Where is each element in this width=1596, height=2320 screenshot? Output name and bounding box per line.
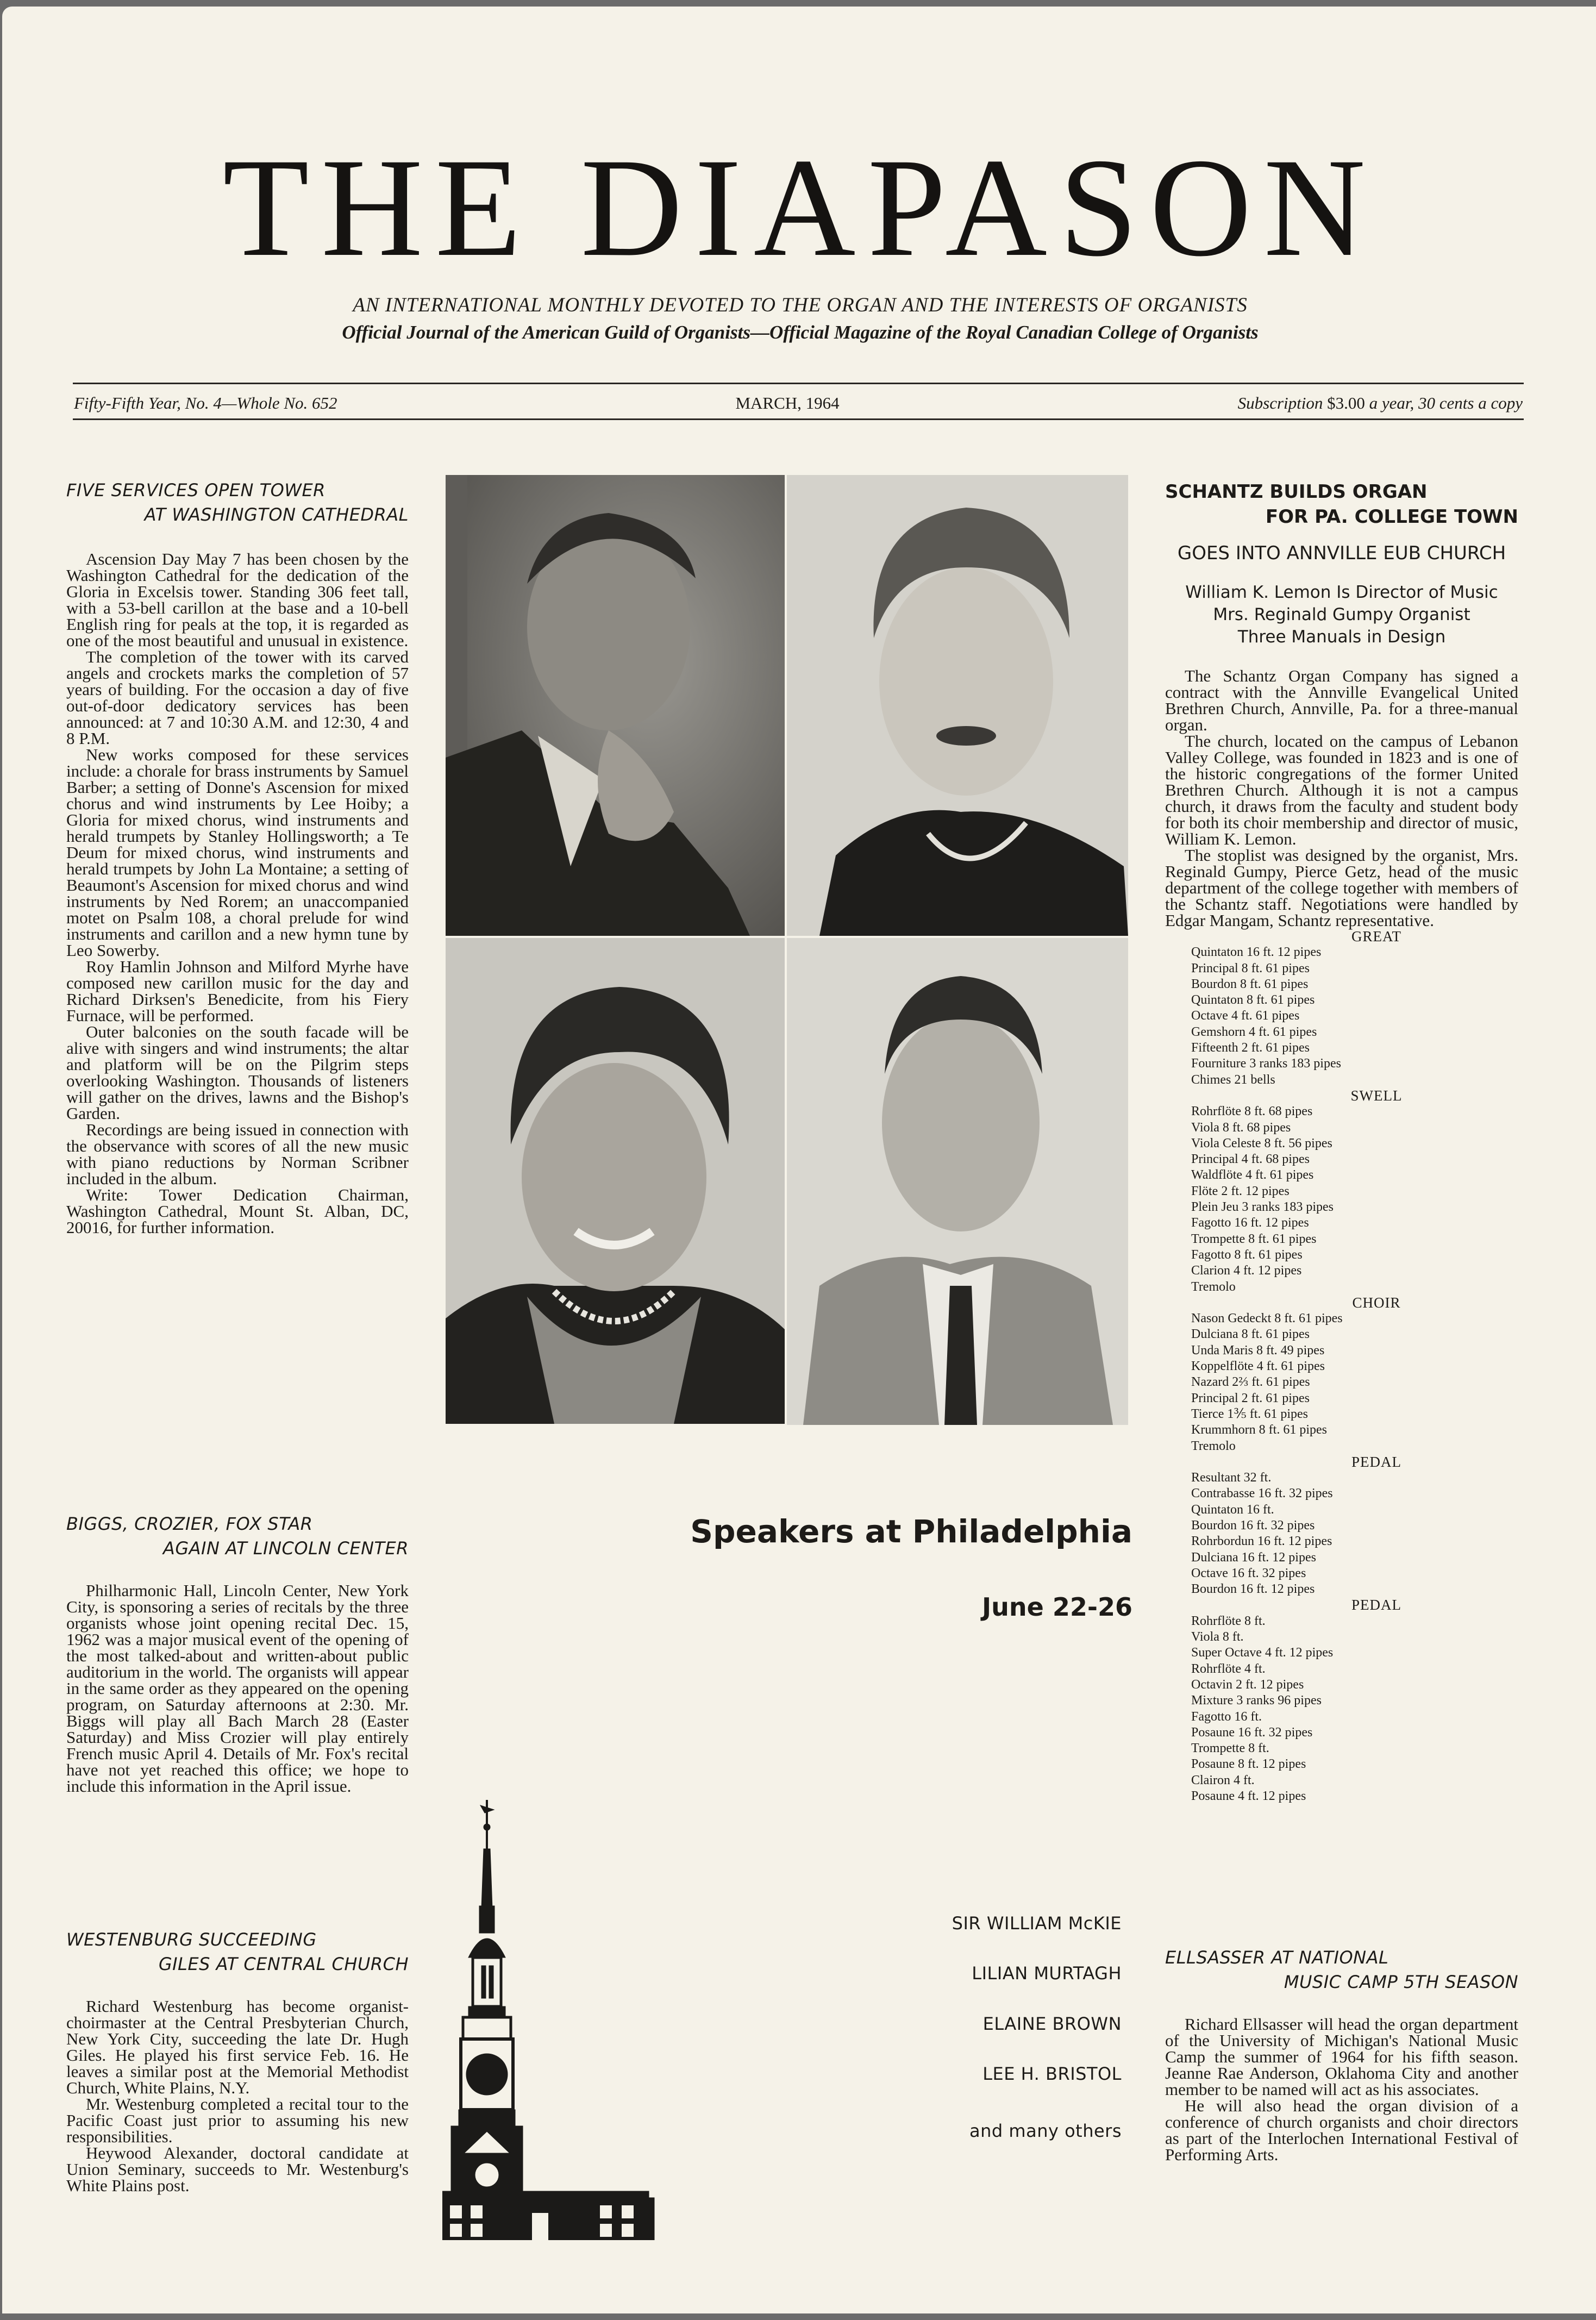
- paragraph: Roy Hamlin Johnson and Milford Myrhe have composed new carillon music for the day and Richard Dirksen's Benedicite, from his Fiery Furnace, will be performed.: [66, 957, 409, 1025]
- portrait-man-hand-on-chin-icon: [446, 475, 785, 936]
- stoplist-stop: Quintaton 16 ft. 12 pipes: [1191, 945, 1322, 960]
- paragraph: Philharmonic Hall, Lincoln Center, New York City, is sponsoring a series of recitals by the three organists whose joint opening recital Dec. 15, 1962 was a major musical event of the opening of the most talked-about and written-about public auditorium in the world. The organists will appear in the same order as they appeared on the opening program, on Saturday afternoons at 2:30. Mr. Biggs will play all Bach March 28 (Easter Saturday) and Miss Crozier will play entirely French music April 4. Details of Mr. Fox's recital have not yet reached this office; we hope to include this information in the April issue.: [66, 1581, 409, 1796]
- paragraph: Heywood Alexander, doctoral candidate at Union Seminary, succeeds to Mr. Westenburg's White Plains post.: [66, 2143, 409, 2195]
- paragraph: The church, located on the campus of Lebanon Valley College, was founded in 1823 and is one of the historic congregations of the former United Brethren Church. Although it is not a campus church, it draws from the faculty and student body for both its choir membership and director of music, William K. Lemon.: [1165, 731, 1518, 848]
- headline-line: BIGGS, CROZIER, FOX STAR: [66, 1514, 313, 1534]
- stoplist-stop: Trompette 8 ft.: [1191, 1741, 1269, 1756]
- stoplist-stop: Fagotto 8 ft. 61 pipes: [1191, 1247, 1303, 1262]
- stoplist-stop: Trompette 8 ft. 61 pipes: [1191, 1231, 1317, 1246]
- stoplist-stop: Nazard 2⅔ ft. 61 pipes: [1191, 1375, 1310, 1390]
- speaker-name: LILIAN MURTAGH: [972, 1963, 1122, 1984]
- stoplist-stop: Quintaton 8 ft. 61 pipes: [1191, 993, 1315, 1008]
- subscription-rest: a year, 30 cents a copy: [1369, 393, 1523, 412]
- headline-line: AGAIN AT LINCOLN CENTER: [162, 1538, 409, 1559]
- stoplist-stop: Unda Maris 8 ft. 49 pipes: [1191, 1343, 1325, 1358]
- paragraph: Mr. Westenburg completed a recital tour to the Pacific Coast just prior to assuming his new responsibilities.: [66, 2094, 409, 2146]
- stoplist-stop: Viola 8 ft. 68 pipes: [1191, 1120, 1291, 1135]
- headline-line: ELLSASSER AT NATIONAL: [1165, 1947, 1389, 1968]
- stoplist-stop: Posaune 8 ft. 12 pipes: [1191, 1757, 1306, 1772]
- stoplist-stop: Octavin 2 ft. 12 pipes: [1191, 1677, 1304, 1692]
- headline-line: FOR PA. COLLEGE TOWN: [1265, 506, 1518, 528]
- article-deck-line: William K. Lemon Is Director of Music: [1185, 583, 1498, 602]
- stoplist-stop: Rohrflöte 4 ft.: [1191, 1661, 1266, 1676]
- stoplist-stop: Nason Gedeckt 8 ft. 61 pipes: [1191, 1311, 1343, 1326]
- stoplist-stop: Waldflöte 4 ft. 61 pipes: [1191, 1168, 1314, 1183]
- article-lincoln: [66, 1512, 409, 1794]
- stoplist-stop: Bourdon 16 ft. 12 pipes: [1191, 1582, 1315, 1597]
- stoplist-stop: Krummhorn 8 ft. 61 pipes: [1191, 1423, 1327, 1437]
- announcement-dates: June 22-26: [982, 1592, 1132, 1622]
- stoplist-stop: Quintaton 16 ft.: [1191, 1502, 1274, 1517]
- article-tower: [66, 478, 409, 1236]
- issue-date: MARCH, 1964: [735, 393, 840, 412]
- stoplist-division-heading: GREAT: [1351, 928, 1401, 945]
- article-westenburg: [66, 1928, 409, 2194]
- masthead-title: THE DIAPASON: [222, 129, 1378, 286]
- stoplist-stop: Tierce 1⅗ ft. 61 pipes: [1191, 1406, 1309, 1421]
- stoplist-stop: Bourdon 16 ft. 32 pipes: [1191, 1518, 1315, 1533]
- speaker-name: ELAINE BROWN: [982, 2013, 1122, 2034]
- announcement-title: Speakers at Philadelphia: [690, 1513, 1132, 1550]
- paragraph: The stoplist was designed by the organist, Mrs. Reginald Gumpy, Pierce Getz, head of the music department of the college together with members of the Schantz staff. Negotiations were handled by Edgar Mangam, Schantz representative.: [1165, 846, 1518, 930]
- stoplist-stop: Contrabasse 16 ft. 32 pipes: [1191, 1486, 1333, 1501]
- headline-line: SCHANTZ BUILDS ORGAN: [1165, 481, 1428, 503]
- issue-number: Fifty-Fifth Year, No. 4—Whole No. 652: [74, 393, 337, 412]
- independence-hall-tower-icon: [442, 1794, 660, 2240]
- magazine-page: [2, 7, 1596, 2313]
- stoplist-stop: Principal 2 ft. 61 pipes: [1191, 1391, 1310, 1405]
- stoplist-division-heading: SWELL: [1350, 1087, 1403, 1104]
- paragraph: Recordings are being issued in connection with the observance with scores of all the new music with piano reductions by Norman Scribner included in the album.: [66, 1120, 409, 1188]
- speaker-others: and many others: [969, 2121, 1122, 2141]
- article-schantz: [1165, 479, 1518, 1804]
- stoplist-stop: Mixture 3 ranks 96 pipes: [1191, 1693, 1322, 1708]
- stoplist-division-heading: PEDAL: [1351, 1597, 1401, 1614]
- portrait-man-suit-tie-icon: [787, 938, 1128, 1425]
- article-headline: [66, 1928, 409, 1977]
- photo-portrait-man: [446, 475, 785, 936]
- paragraph: The Schantz Organ Company has signed a contract with the Annville Evangelical United Brethren Church, Annville, Pa. for a three-manual organ.: [1165, 666, 1518, 734]
- paragraph: Richard Ellsasser will head the organ department of the University of Michigan's National Music Camp the summer of 1964 for his fifth season. Jeanne Rae Anderson, Oklahoma City and another member to be named will act as his associates.: [1165, 2015, 1518, 2099]
- subscription-price: $3.00: [1327, 393, 1365, 412]
- stoplist-stop: Principal 4 ft. 68 pipes: [1191, 1152, 1310, 1167]
- paragraph: The completion of the tower with its carved angels and crockets marks the completion of 57 years of building. For the occasion a day of five out-of-door dedicatory services has been announced: at 7 and 10:30 A.M. and 12:30, 4 and 8 P.M.: [66, 647, 409, 748]
- paragraph: He will also head the organ division of a conference of church organists and choir directors as part of the Interlochen International Festival of Performing Arts.: [1165, 2096, 1518, 2164]
- stoplist-stop: Tremolo: [1191, 1279, 1236, 1294]
- stoplist-stop: Chimes 21 bells: [1191, 1072, 1275, 1087]
- stoplist-stop: Rohrflöte 8 ft.: [1191, 1614, 1266, 1628]
- stoplist-stop: Posaune 16 ft. 32 pipes: [1191, 1725, 1313, 1740]
- portrait-woman-pearls-icon: [446, 938, 785, 1424]
- stoplist-stop: Flöte 2 ft. 12 pipes: [1191, 1184, 1290, 1198]
- photo-portrait-woman-pearls: [446, 938, 785, 1424]
- stoplist-stop: Koppelflöte 4 ft. 61 pipes: [1191, 1359, 1325, 1374]
- divider-rule: [73, 383, 1524, 384]
- stoplist-stop: Rohrflöte 8 ft. 68 pipes: [1191, 1104, 1313, 1119]
- stoplist-stop: Rohrbordun 16 ft. 12 pipes: [1191, 1534, 1332, 1549]
- stoplist-stop: Clarion 4 ft. 12 pipes: [1191, 1264, 1302, 1278]
- stoplist-stop: Clairon 4 ft.: [1191, 1773, 1255, 1787]
- article-ellsasser: [1165, 1946, 1518, 2163]
- stoplist-stop: Octave 4 ft. 61 pipes: [1191, 1009, 1300, 1023]
- speaker-name: SIR WILLIAM McKIE: [952, 1913, 1122, 1934]
- subscription-label: Subscription: [1237, 393, 1323, 412]
- paragraph: Outer balconies on the south facade will be alive with singers and wind instruments; the altar and platform will be on the Pilgrim steps overlooking Washington. Thousands of listeners will gather on the drives, lawns and the Bishop's Garden.: [66, 1022, 409, 1123]
- divider-rule: [73, 418, 1524, 420]
- stoplist-stop: Tremolo: [1191, 1439, 1236, 1453]
- stoplist-stop: Principal 8 ft. 61 pipes: [1191, 961, 1310, 975]
- stoplist-stop: Plein Jeu 3 ranks 183 pipes: [1191, 1200, 1334, 1215]
- article-headline: [1165, 1946, 1518, 1994]
- headline-line: WESTENBURG SUCCEEDING: [66, 1929, 317, 1950]
- stoplist-stop: Super Octave 4 ft. 12 pipes: [1191, 1646, 1334, 1660]
- organ-stoplist: [1165, 929, 1518, 1804]
- article-deck-line: Mrs. Reginald Gumpy Organist: [1213, 605, 1470, 624]
- subscription: [1238, 393, 1523, 413]
- masthead-tagline: AN INTERNATIONAL MONTHLY DEVOTED TO THE ORGAN AND THE INTERESTS OF ORGANISTS: [353, 294, 1248, 316]
- headline-line: AT WASHINGTON CATHEDRAL: [144, 504, 409, 525]
- masthead-official: Official Journal of the American Guild of Organists—Official Magazine of the Royal Canadian College of Organists: [342, 322, 1259, 343]
- paragraph: Richard Westenburg has become organist-choirmaster at the Central Presbyterian Church, New York City, succeeding the late Dr. Hugh Giles. He played his first service Feb. 16. He leaves a similar post at the Memorial Methodist Church, White Plains, N.Y.: [66, 1997, 409, 2097]
- stoplist-stop: Dulciana 8 ft. 61 pipes: [1191, 1327, 1310, 1342]
- paragraph: New works composed for these services include: a chorale for brass instruments by Samuel Barber; a setting of Donne's Ascension for mixed chorus and wind instruments by Lee Hoiby; a Gloria for mixed chorus, wind instruments and herald trumpets by Stanley Hollingsworth; a Te Deum for mixed chorus, wind instruments and herald trumpets by John La Montaine; a setting of Beaumont's Ascension for mixed chorus and wind instruments by Ned Rorem; an unaccompanied motet on Psalm 108, a choral prelude for wind instruments and carillon and a new hymn tune by Leo Sowerby.: [66, 745, 409, 960]
- stoplist-stop: Fagotto 16 ft. 12 pipes: [1191, 1216, 1309, 1230]
- paragraph: Ascension Day May 7 has been chosen by the Washington Cathedral for the dedication of the Gloria in Excelsis tower. Standing 306 feet tall, with a 53-bell carillon at the base and a 10-bell English ring for peals at the top, it is regarded as one of the most beautiful and unusual in existence.: [66, 549, 409, 650]
- stoplist-stop: Gemshorn 4 ft. 61 pipes: [1191, 1024, 1317, 1039]
- article-deck-line: Three Manuals in Design: [1237, 627, 1446, 647]
- headline-line: FIVE SERVICES OPEN TOWER: [66, 480, 326, 501]
- stoplist-stop: Bourdon 8 ft. 61 pipes: [1191, 977, 1309, 991]
- stoplist-stop: Octave 16 ft. 32 pipes: [1191, 1566, 1306, 1580]
- stoplist-division-heading: PEDAL: [1351, 1453, 1401, 1470]
- stoplist-stop: Fagotto 16 ft.: [1191, 1709, 1262, 1724]
- article-headline: [66, 478, 409, 527]
- article-headline: [66, 1512, 409, 1561]
- article-subhead: GOES INTO ANNVILLE EUB CHURCH: [1177, 542, 1506, 564]
- stoplist-stop: Viola 8 ft.: [1191, 1630, 1244, 1644]
- article-headline: [1165, 479, 1518, 529]
- stoplist-stop: Fourniture 3 ranks 183 pipes: [1191, 1056, 1341, 1071]
- independence-hall-illustration: [442, 1794, 660, 2240]
- stoplist-stop: Resultant 32 ft.: [1191, 1471, 1272, 1485]
- speaker-name: LEE H. BRISTOL: [982, 2063, 1122, 2084]
- stoplist-division-heading: CHOIR: [1352, 1294, 1401, 1311]
- stoplist-stop: Posaune 4 ft. 12 pipes: [1191, 1789, 1306, 1804]
- stoplist-stop: Fifteenth 2 ft. 61 pipes: [1191, 1041, 1310, 1055]
- dateline: [74, 391, 1523, 415]
- headline-line: MUSIC CAMP 5TH SEASON: [1284, 1972, 1518, 1992]
- photo-portrait-woman-curly: [787, 475, 1128, 936]
- portrait-woman-curly-hair-necklace-icon: [787, 475, 1128, 936]
- photo-portrait-man-suit: [787, 938, 1128, 1425]
- stoplist-stop: Viola Celeste 8 ft. 56 pipes: [1191, 1136, 1332, 1150]
- paragraph: Write: Tower Dedication Chairman, Washington Cathedral, Mount St. Alban, DC, 20016, for further information.: [66, 1185, 409, 1237]
- headline-line: GILES AT CENTRAL CHURCH: [158, 1954, 409, 1974]
- stoplist-stop: Dulciana 16 ft. 12 pipes: [1191, 1550, 1316, 1565]
